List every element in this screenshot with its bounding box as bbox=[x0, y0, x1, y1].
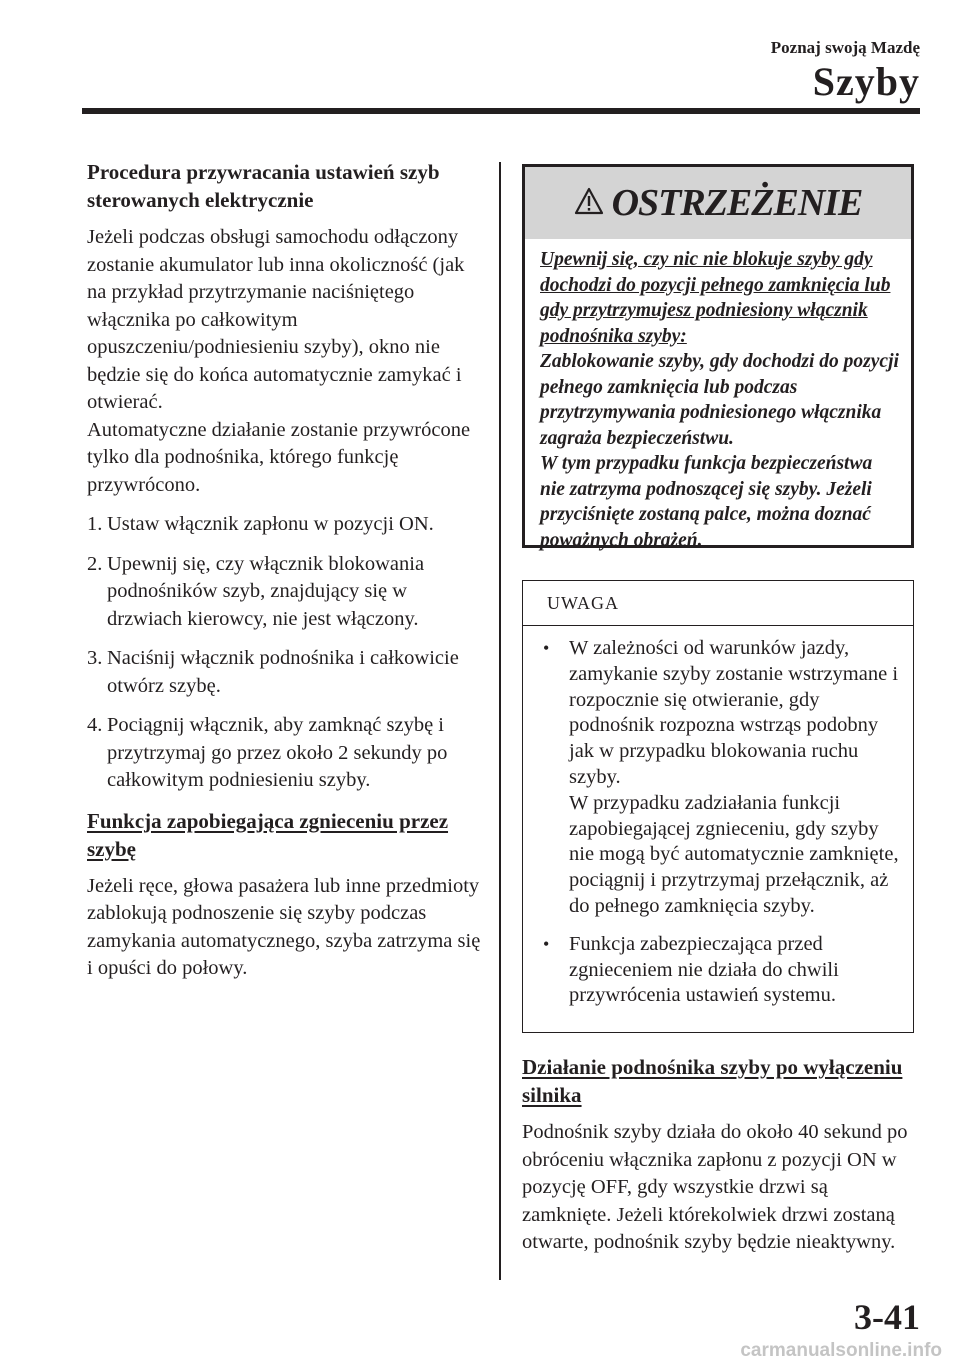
bullet-icon: • bbox=[543, 638, 550, 658]
step-number: 4. bbox=[87, 714, 103, 736]
step-text: Ustaw włącznik zapłonu w pozycji ON. bbox=[107, 513, 434, 535]
right-column bbox=[522, 164, 914, 1257]
note-list bbox=[523, 626, 913, 1009]
left-column bbox=[87, 158, 482, 983]
warning-header bbox=[525, 167, 911, 239]
page-number: 3-41 bbox=[854, 1297, 920, 1337]
note-title: UWAGA bbox=[523, 581, 913, 626]
procedure-steps bbox=[87, 511, 482, 795]
warning-text: Zablokowanie szyby, gdy dochodzi do pozycji pełnego zamknięcia lub podczas przytrzymywania podniesionego włącznika zagraża bezpieczeństwu. bbox=[540, 351, 899, 449]
warning-underlined-text: Upewnij się, czy nic nie blokuje szyby gdy dochodzi do pozycji pełnego zamknięcia lub gdy przytrzymujesz podniesiony włącznik podnośnika szyby: bbox=[540, 249, 891, 347]
note-item bbox=[543, 636, 905, 920]
step-number: 3. bbox=[87, 647, 103, 669]
intro-paragraph-2: Automatyczne działanie zostanie przywrócone tylko dla podnośnika, którego funkcję przywrócono. bbox=[87, 418, 471, 496]
anti-pinch-heading: Funkcja zapobiegająca zgnieceniu przez szybę bbox=[87, 808, 449, 861]
restore-procedure-heading: Procedura przywracania ustawień szyb sterowanych elektrycznie bbox=[87, 160, 440, 212]
note-text: Funkcja zabezpieczająca przed zgnieceniem nie działa do chwili przywrócenia ustawień systemu. bbox=[569, 932, 839, 1007]
warning-text-2: W tym przypadku funkcja bezpieczeństwa nie zatrzyma podnoszącej się szyby. Jeżeli przyciśnięte zostaną palce, można doznać poważnych obrażeń. bbox=[540, 453, 873, 551]
step-text: Naciśnij włącznik podnośnika i całkowicie otwórz szybę. bbox=[107, 647, 459, 697]
step-item bbox=[87, 645, 482, 700]
header-rule bbox=[82, 108, 920, 114]
warning-title: OSTRZEŻENIE bbox=[611, 182, 863, 224]
bullet-icon: • bbox=[543, 933, 550, 954]
note-text-2: W przypadku zadziałania funkcji zapobiegającej zgnieceniu, gdy szyby nie mogą być automatycznie zamknięte, pociągnij i przytrzymaj przełącznik, aż do pełnego zamknięcia szyby. bbox=[569, 791, 899, 917]
note-item bbox=[543, 932, 905, 1009]
engine-off-heading: Działanie podnośnika szyby po wyłączeniu silnika bbox=[522, 1055, 903, 1107]
column-divider bbox=[499, 162, 501, 1280]
page-title: Szyby bbox=[812, 59, 920, 104]
warning-triangle-icon bbox=[574, 187, 604, 220]
intro-paragraph: Jeżeli podczas obsługi samochodu odłączony zostanie akumulator lub inna okoliczność (jak na przykład przytrzymanie naciśniętego włącznika po całkowitym opuszczeniu/podniesieniu szyby), okno nie będzie się do końca automatycznie zamykać i otwierać. bbox=[87, 226, 465, 413]
step-number: 2. bbox=[87, 552, 103, 575]
step-number: 1. bbox=[87, 513, 103, 535]
step-item bbox=[87, 511, 482, 539]
warning-box bbox=[522, 164, 914, 551]
watermark: carmanualsonline.info bbox=[740, 1340, 942, 1361]
step-item bbox=[87, 712, 482, 795]
anti-pinch-paragraph: Jeżeli ręce, głowa pasażera lub inne przedmioty zablokują podnoszenie się szyby podczas zamykania automatycznego, szyba zatrzyma się i opuści do połowy. bbox=[87, 874, 481, 979]
warning-body bbox=[525, 239, 911, 553]
note-box bbox=[522, 580, 914, 1033]
step-text: Pociągnij włącznik, aby zamknąć szybę i przytrzymaj go przez około 2 sekundy po całkowitym podniesieniu szyby. bbox=[107, 714, 448, 791]
step-text: Upewnij się, czy włącznik blokowania podnośników szyb, znajdujący się w drzwiach kierowcy, nie jest włączony. bbox=[107, 552, 425, 630]
engine-off-paragraph: Podnośnik szyby działa do około 40 sekund po obróceniu włącznika zapłonu z pozycji ON w pozycję OFF, gdy wszystkie drzwi są zamknięte. Jeżeli którekolwiek drzwi zostaną otwarte, podnośnik szyby będzie nieaktywny. bbox=[522, 1121, 908, 1253]
section-label: Poznaj swoją Mazdę bbox=[770, 38, 920, 57]
step-item bbox=[87, 551, 482, 634]
note-text: W zależności od warunków jazdy, zamykanie szyby zostanie wstrzymane i rozpocznie się otwieranie, gdy podnośnik rozpozna wstrząs podobny jak w przypadku blokowania ruchu szyby. bbox=[569, 637, 899, 788]
